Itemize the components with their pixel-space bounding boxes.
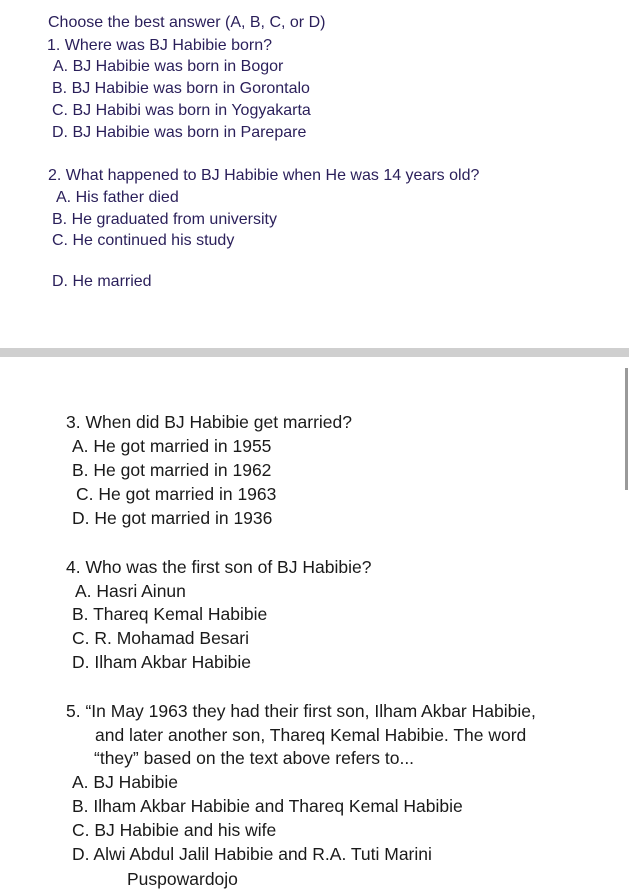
question-5-option-a: A. BJ Habibie — [72, 772, 179, 792]
question-3-option-d: D. He got married in 1936 — [72, 508, 273, 528]
question-3-option-a: A. He got married in 1955 — [72, 436, 272, 456]
question-5-line-1: 5. “In May 1963 they had their first son, Ilham Akbar Habibie, — [66, 701, 536, 721]
question-5-line-3: “they” based on the text above refers to... — [94, 748, 415, 768]
question-1: 1. Where was BJ Habibie born? — [47, 37, 272, 54]
question-1-option-a: A. BJ Habibie was born in Bogor — [53, 58, 284, 75]
question-4-option-a: A. Hasri Ainun — [75, 581, 186, 601]
instruction: Choose the best answer (A, B, C, or D) — [48, 14, 326, 31]
question-5-option-c: C. BJ Habibie and his wife — [72, 820, 277, 840]
question-5-line-2: and later another son, Thareq Kemal Habibie. The word — [95, 725, 527, 745]
question-5-option-d-continuation: Puspowardojo — [127, 869, 238, 889]
question-3-option-c: C. He got married in 1963 — [76, 484, 277, 504]
question-4-option-d: D. Ilham Akbar Habibie — [72, 652, 251, 672]
question-4: 4. Who was the first son of BJ Habibie? — [66, 557, 372, 577]
question-2-option-a: A. His father died — [56, 189, 179, 206]
scrollbar[interactable] — [625, 368, 628, 490]
question-4-option-b: B. Thareq Kemal Habibie — [72, 604, 268, 624]
question-2-option-d: D. He married — [52, 273, 152, 290]
page-divider — [0, 348, 629, 357]
question-5-option-d: D. Alwi Abdul Jalil Habibie and R.A. Tuti Marini — [72, 844, 432, 864]
question-1-option-c: C. BJ Habibi was born in Yogyakarta — [52, 102, 311, 119]
question-5-option-b: B. Ilham Akbar Habibie and Thareq Kemal Habibie — [72, 796, 463, 816]
question-4-option-c: C. R. Mohamad Besari — [72, 628, 250, 648]
question-2-option-c: C. He continued his study — [52, 232, 235, 249]
question-1-option-b: B. BJ Habibie was born in Gorontalo — [52, 80, 310, 97]
question-3: 3. When did BJ Habibie get married? — [66, 412, 352, 432]
question-2-option-b: B. He graduated from university — [52, 211, 277, 228]
question-2: 2. What happened to BJ Habibie when He was 14 years old? — [48, 167, 480, 184]
first-page-section — [0, 0, 629, 348]
question-1-option-d: D. BJ Habibie was born in Parepare — [52, 124, 307, 141]
question-3-option-b: B. He got married in 1962 — [72, 460, 272, 480]
